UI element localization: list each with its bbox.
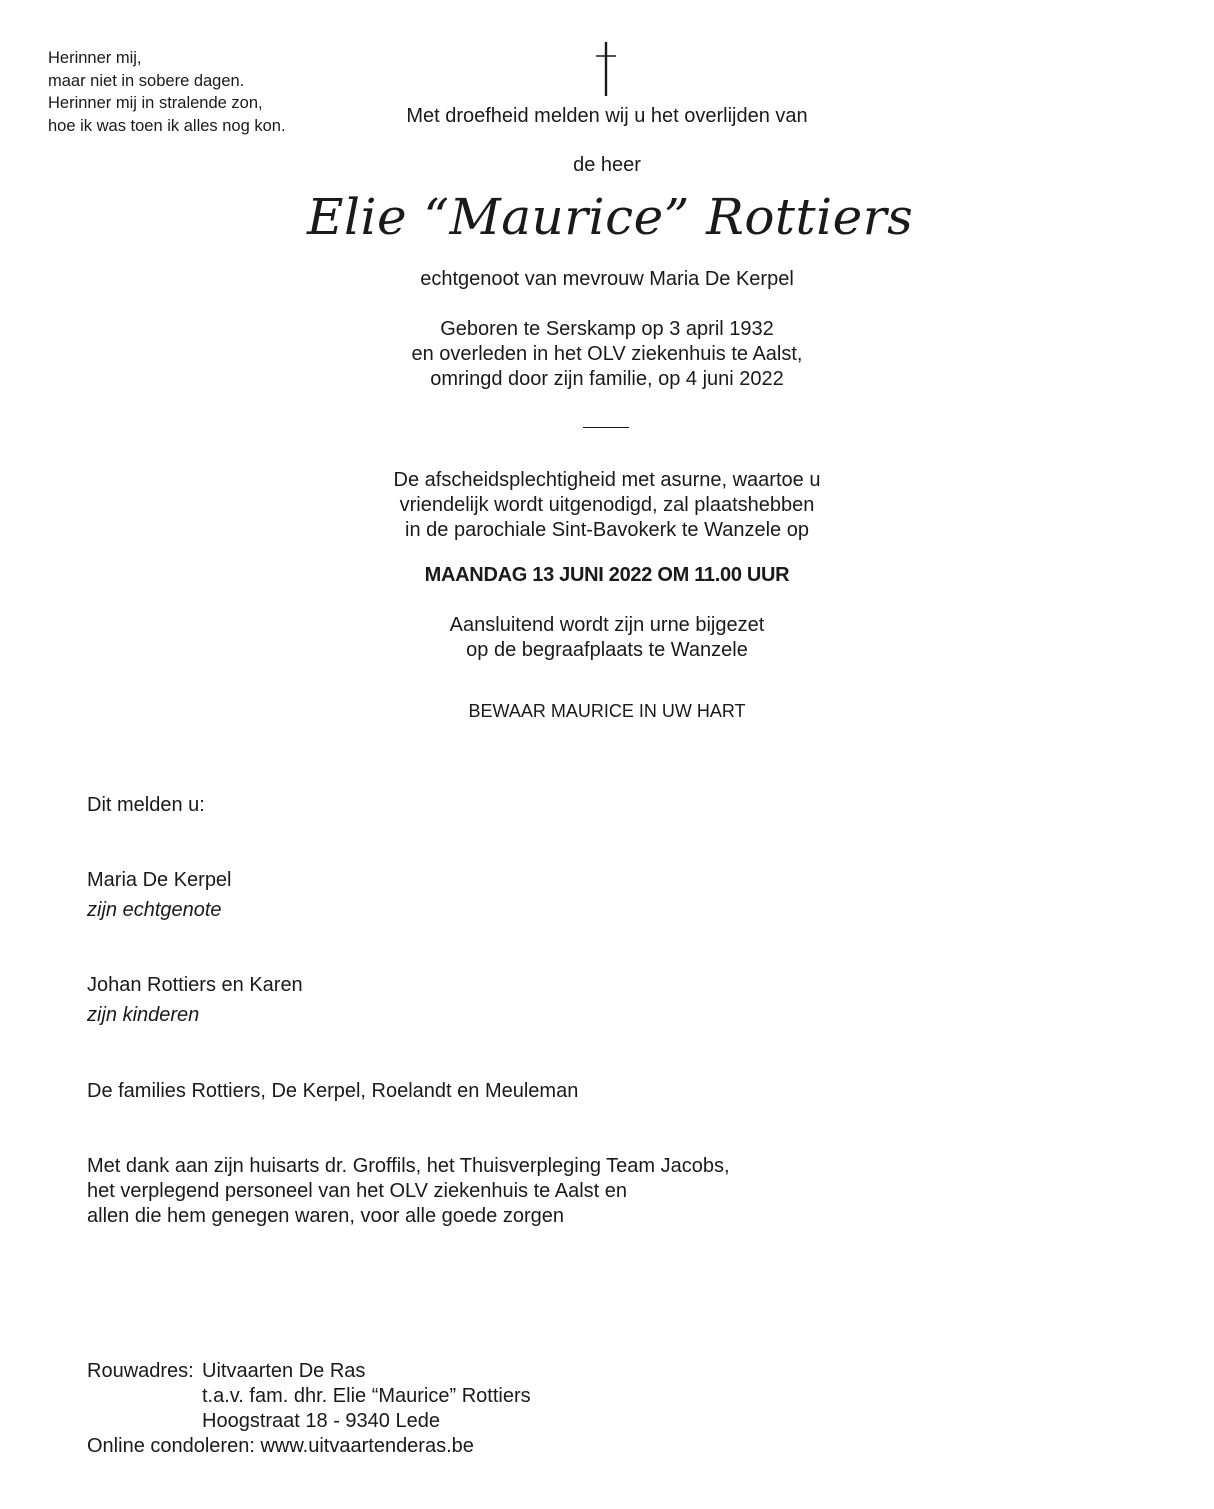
address-line: Hoogstraat 18 - 9340 Lede <box>202 1410 440 1432</box>
life-dates <box>307 317 907 392</box>
family-heading-line: Dit melden u: <box>87 794 205 816</box>
family-spouse <box>87 868 232 923</box>
deceased-name: Elie “Maurice” Rottiers <box>307 188 914 246</box>
address-row <box>87 1409 531 1434</box>
burial-line: op de begraafplaats te Wanzele <box>466 639 748 661</box>
poem <box>48 47 286 137</box>
ceremony-text <box>307 468 907 543</box>
families <box>87 1079 578 1104</box>
motto <box>307 699 907 724</box>
spouse-line: echtgenoot van mevrouw Maria De Kerpel <box>420 268 794 290</box>
title-line: de heer <box>573 154 641 176</box>
thanks-line: allen die hem genegen waren, voor alle goede zorgen <box>87 1205 565 1227</box>
intro-line: Met droefheid melden wij u het overlijden van <box>406 105 808 127</box>
thanks-text <box>87 1154 730 1229</box>
address-block <box>87 1359 531 1459</box>
online-condolence-link[interactable]: Online condoleren: www.uitvaartenderas.be <box>87 1435 474 1457</box>
motto-line: BEWAAR MAURICE IN UW HART <box>468 701 746 721</box>
address-indent <box>87 1409 202 1434</box>
life-line: en overleden in het OLV ziekenhuis te Aalst, <box>411 343 803 365</box>
family-children-role: zijn kinderen <box>87 1004 200 1026</box>
family-heading <box>87 793 205 818</box>
ceremony-date-line: MAANDAG 13 JUNI 2022 OM 11.00 UUR <box>424 564 790 586</box>
address-indent <box>87 1384 202 1409</box>
burial-text <box>307 613 907 663</box>
address-label: Rouwadres: <box>87 1360 194 1382</box>
thanks-line: het verplegend personeel van het OLV ziekenhuis te Aalst en <box>87 1180 627 1202</box>
families-line: De families Rottiers, De Kerpel, Roelandt en Meuleman <box>87 1080 579 1102</box>
intro-text <box>307 104 907 129</box>
life-line: Geboren te Serskamp op 3 april 1932 <box>440 318 774 340</box>
family-children <box>87 973 303 1028</box>
cross-icon <box>594 42 618 96</box>
ceremony-date <box>307 563 907 588</box>
life-line: omringd door zijn familie, op 4 juni 2022 <box>430 368 784 390</box>
address-row <box>87 1384 531 1409</box>
thanks-line: Met dank aan zijn huisarts dr. Groffils, het Thuisverpleging Team Jacobs, <box>87 1155 730 1177</box>
family-children-name: Johan Rottiers en Karen <box>87 974 303 996</box>
poem-line: Herinner mij in stralende zon, <box>48 94 263 112</box>
family-spouse-role: zijn echtgenote <box>87 899 222 921</box>
divider <box>583 427 629 428</box>
spouse-text <box>307 267 907 292</box>
poem-line: Herinner mij, <box>48 49 142 67</box>
ceremony-line: vriendelijk wordt uitgenodigd, zal plaatshebben <box>399 494 815 516</box>
address-line: Uitvaarten De Ras <box>202 1360 366 1382</box>
ceremony-line: De afscheidsplechtigheid met asurne, waartoe u <box>393 469 821 491</box>
title-text <box>307 153 907 178</box>
address-line: t.a.v. fam. dhr. Elie “Maurice” Rottiers <box>202 1385 531 1407</box>
poem-line: maar niet in sobere dagen. <box>48 71 245 90</box>
family-spouse-name: Maria De Kerpel <box>87 869 232 891</box>
poem-line: hoe ik was toen ik alles nog kon. <box>48 116 286 135</box>
ceremony-line: in de parochiale Sint-Bavokerk te Wanzele op <box>405 519 809 541</box>
address-row <box>87 1359 531 1384</box>
burial-line: Aansluitend wordt zijn urne bijgezet <box>449 614 765 636</box>
